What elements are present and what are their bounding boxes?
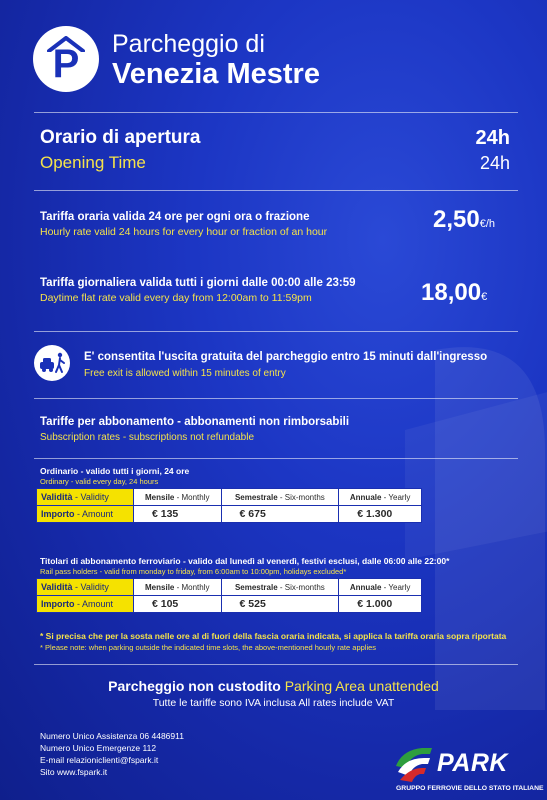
- divider: [34, 331, 518, 332]
- price-monthly: € 105: [134, 596, 222, 613]
- opening-label-en: Opening Time: [40, 153, 146, 172]
- header-six-months: Semestrale - Six-months: [221, 579, 339, 596]
- parking-logo-icon: [33, 26, 99, 92]
- validity-label: Validità - Validity: [37, 579, 134, 596]
- validity-label: Validità - Validity: [37, 489, 134, 506]
- subscription-label-it: Tariffe per abbonamento - abbonamenti non rimborsabili: [40, 416, 350, 428]
- free-exit-label-it: E' consentita l'uscita gratuita del parcheggio entro 15 minuti dall'ingresso: [84, 351, 488, 363]
- contact-website: Sito www.fspark.it: [40, 767, 108, 777]
- divider: [34, 398, 518, 399]
- hourly-price: 2,50€/h: [433, 206, 496, 233]
- header-six-months: Semestrale - Six-months: [221, 489, 339, 506]
- price-yearly: € 1.300: [339, 506, 422, 523]
- note-it: * Si precisa che per la sosta nelle ore al di fuori della fascia oraria indicata, si applica la tariffa oraria sopra riportata: [40, 631, 507, 641]
- table-row: [37, 506, 422, 523]
- subscription-label-en: Subscription rates - subscriptions not refundable: [40, 432, 255, 443]
- hourly-label-it: Tariffa oraria valida 24 ore per ogni ora o frazione: [40, 211, 310, 223]
- free-exit-icon: [34, 345, 70, 381]
- header-yearly: Annuale - Yearly: [339, 579, 422, 596]
- fs-logo-icon: [392, 742, 436, 784]
- table-row: [37, 596, 422, 613]
- hourly-label-en: Hourly rate valid 24 hours for every hour or fraction of an hour: [40, 226, 328, 238]
- divider: [34, 458, 518, 459]
- ordinary-caption-it: Ordinario - valido tutti i giorni, 24 ore: [40, 466, 190, 476]
- opening-label-it: Orario di apertura: [40, 127, 201, 148]
- free-exit-label-en: Free exit is allowed within 15 minutes of entry: [84, 368, 286, 379]
- brand-name: PARK: [437, 749, 508, 777]
- amount-label: Importo - Amount: [37, 506, 134, 523]
- title-line2: Venezia Mestre: [112, 58, 320, 90]
- price-yearly: € 1.000: [339, 596, 422, 613]
- header-monthly: Mensile - Monthly: [134, 579, 222, 596]
- opening-value-it: 24h: [475, 127, 510, 149]
- title-line1: Parcheggio di: [112, 30, 265, 58]
- header-yearly: Annuale - Yearly: [339, 489, 422, 506]
- daily-price: 18,00€: [421, 279, 488, 306]
- contact-email: E-mail relazioniclienti@fspark.it: [40, 755, 159, 765]
- header-monthly: Mensile - Monthly: [134, 489, 222, 506]
- contact-assistance: Numero Unico Assistenza 06 4486911: [40, 731, 184, 741]
- ordinary-caption-en: Ordinary - valid every day, 24 hours: [40, 477, 159, 486]
- opening-value-en: 24h: [479, 153, 510, 173]
- price-six-months: € 675: [221, 506, 339, 523]
- divider: [34, 112, 518, 113]
- vat-notice: Tutte le tariffe sono IVA inclusa All rates include VAT: [152, 697, 395, 709]
- unattended-notice: Parcheggio non custodito Parking Area unattended: [108, 678, 439, 694]
- daily-label-en: Daytime flat rate valid every day from 12:00am to 11:59pm: [40, 292, 312, 304]
- logo-letter: P: [52, 42, 80, 86]
- table-row: [37, 579, 422, 596]
- table-row: [37, 489, 422, 506]
- price-monthly: € 135: [134, 506, 222, 523]
- rail-caption-en: Rail pass holders - valid from monday to friday, from 6:00am to 10:00pm, holidays excluded*: [40, 567, 347, 576]
- amount-label: Importo - Amount: [37, 596, 134, 613]
- rail-caption-it: Titolari di abbonamento ferroviario - valido dal lunedì al venerdì, festivi esclusi, dalle 06:00 alle 22:00*: [40, 556, 450, 566]
- ordinary-rates-table: [36, 488, 422, 523]
- brand-group: GRUPPO FERROVIE DELLO STATO ITALIANE: [396, 785, 544, 792]
- daily-label-it: Tariffa giornaliera valida tutti i giorni dalle 00:00 alle 23:59: [40, 277, 356, 289]
- note-en: * Please note: when parking outside the indicated time slots, the above-mentioned hourly rate applies: [40, 643, 377, 652]
- price-six-months: € 525: [221, 596, 339, 613]
- divider: [34, 664, 518, 665]
- rail-rates-table: [36, 578, 422, 613]
- contact-emergency: Numero Unico Emergenze 112: [40, 743, 157, 753]
- divider: [34, 190, 518, 191]
